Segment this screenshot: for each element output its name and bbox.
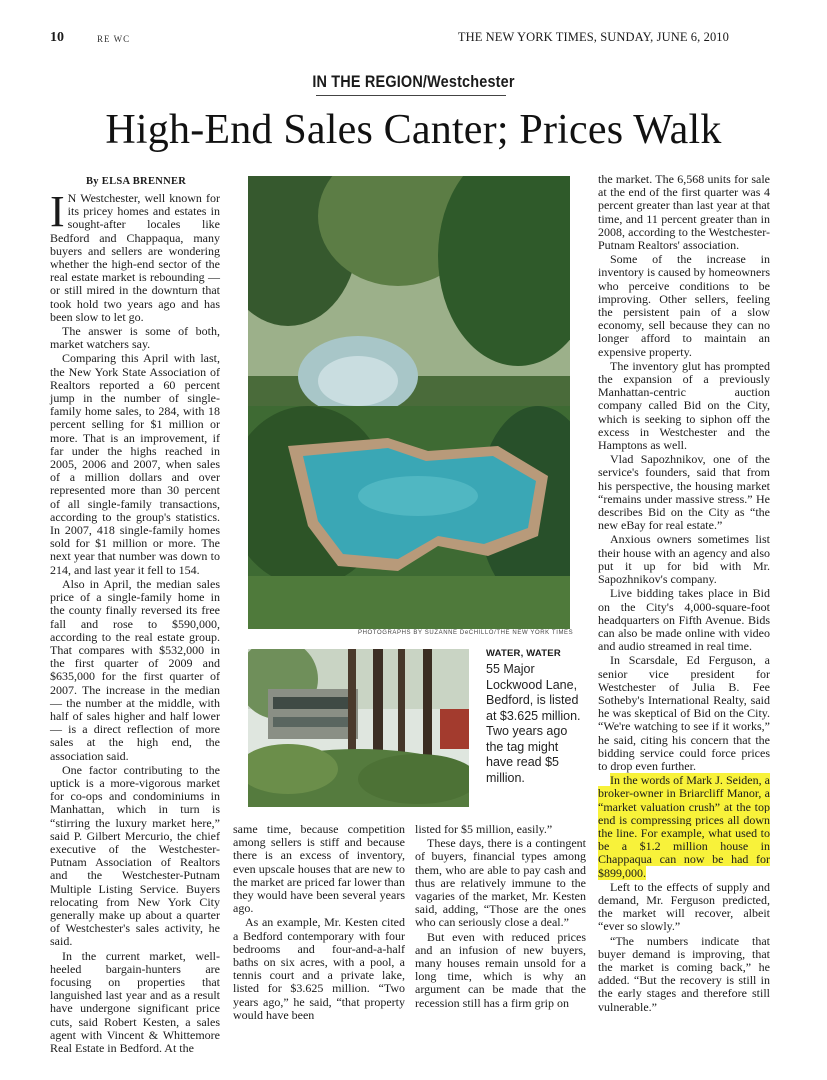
paragraph: One factor contributing to the uptick is a more-vigorous market for co-ops and condominiums in Manhattan, which in turn is “stirring the luxury market here,” said P. Gilbert Mercurio, the chief executive of the Westchester-Putnam Association of Realtors and the Westchester-Putnam Multiple Listing Service. Buyers relocating from New York City generally make up about a quarter of Westchester's sales activity, he said. bbox=[50, 762, 220, 949]
byline: By ELSA BRENNER bbox=[86, 176, 187, 187]
page-number: 10 bbox=[50, 30, 64, 45]
paragraph: Left to the effects of supply and demand, Mr. Ferguson predicted, the market will recover, albeit “ever so slowly.” bbox=[598, 879, 770, 934]
photo-caption bbox=[486, 648, 586, 786]
article-column-2 bbox=[233, 823, 405, 1023]
highlighted-paragraph bbox=[598, 774, 770, 880]
caption-head: WATER, WATER bbox=[486, 648, 561, 659]
pool-photo-illustration bbox=[248, 176, 570, 629]
paragraph: Anxious owners sometimes list their house with an agency and also put it up for bid with Mr. Sapozhnikov's company. bbox=[598, 532, 770, 587]
paragraph: The answer is some of both, market watchers say. bbox=[50, 324, 220, 352]
lead-text: N Westchester, well known for its pricey homes and estates in sought-after locales like Bedford and Chappaqua, many buyers and sellers are wondering whether the high-end sector of the real estate market is rebounding — or still mired in the downturn that took hold two years ago and has been slow to let go. bbox=[50, 191, 220, 324]
paragraph: Some of the increase in inventory is caused by homeowners who perceive conditions to be improving. Other sellers, feeling the persistent pain of a slow economy, sell because they can no longer afford to maintain an expensive property. bbox=[598, 252, 770, 359]
paragraph: In Scarsdale, Ed Ferguson, a senior vice president for Westchester of Julia B. Fee Sotheby's International Realty, said he was skeptical of Bid on the City. “We're watching to see if it works,” he said, citing his concern that the bidding service could force prices to drop even further. bbox=[598, 653, 770, 773]
paragraph: Also in April, the median sales price of a single-family home in the county finally reversed its free fall and rose to $590,000, according to the real estate group. That compares with $532,000 in the first quarter of 2009 and $635,000 for the first quarter of 2007. The increase in the median — the number at the middle, with half of sales higher and half lower — is a direct reflection of more sales at the high end, the association said. bbox=[50, 576, 220, 763]
paragraph: In the current market, well-heeled bargain-hunters are focusing on properties that languished last year and as a result have undergone significant price cuts, said Robert Kesten, a sales agent with Vincent & Whittemore Real Estate in Bedford. At the bbox=[50, 948, 220, 1055]
pool-photo bbox=[248, 176, 570, 629]
highlighted-quote: In the words of Mark J. Seiden, a broker-owner in Briarcliff Manor, a “market valuation crush” at the top end is compressing prices all down the line. For example, what used to be a $1.2 million house in Chappaqua can now be had for $899,000. bbox=[598, 773, 770, 880]
house-photo-illustration bbox=[248, 649, 469, 807]
article-column-1 bbox=[50, 187, 220, 1056]
kicker-rule bbox=[316, 95, 506, 96]
photo-credit: PHOTOGRAPHS BY SUZANNE DeCHILLO/THE NEW YORK TIMES bbox=[358, 630, 574, 636]
caption-text: 55 Major Lockwood Lane, Bedford, is listed at $3.625 million. Two years ago the tag might have read $5 million. bbox=[486, 662, 581, 785]
paragraph: “The numbers indicate that buyer demand is improving, that the market is coming back,” he added. “But the recovery is still in the early stages and therefore still vulnerable.” bbox=[598, 933, 770, 1014]
article-column-4 bbox=[598, 173, 770, 1015]
paragraph: As an example, Mr. Kesten cited a Bedford contemporary with four bedrooms and four-and-a-half baths on six acres, with a pool, a tennis court and a private lake, listed for $3.625 million. “Two years ago,” he said, “that property would have been bbox=[233, 915, 405, 1022]
paragraph: Live bidding takes place in Bid on the City's 4,000-square-foot headquarters on Fifth Avenue. Bids can also be made online with video and audio streamed in real time. bbox=[598, 586, 770, 654]
masthead-dateline: THE NEW YORK TIMES, SUNDAY, JUNE 6, 2010 bbox=[457, 30, 729, 44]
paragraph: Vlad Sapozhnikov, one of the service's founders, said that from his perspective, the housing market “remains under massive stress.” He describes Bid on the City as “the new eBay for real estate.” bbox=[598, 452, 770, 533]
lead-paragraph bbox=[50, 187, 220, 324]
section-code: RE WC bbox=[97, 34, 131, 44]
paragraph: Comparing this April with last, the New York State Association of Realtors reported a 60 percent jump in the number of single-family home sales, to 284, with 18 percent selling for $1 million or more. That is an improvement, if far under the highs reached in 2005, 2006 and 2007, when sales of a million dollars and over represented more than 30 percent of all single-family transactions, according to the group's statistics. In 2007, 418 single-family homes sold for $1 million or more. The next year that number was down to 214, and last year it fell to 154. bbox=[50, 351, 220, 577]
paragraph: But even with reduced prices and an infusion of new buyers, many houses remain unsold for a long time, which is why an argument can be made that the recession still has a firm grip on bbox=[415, 929, 586, 1010]
paragraph: These days, there is a contingent of buyers, financial types among them, who are able to pay cash and thus are relatively immune to the vagaries of the market, Mr. Kesten said, adding, “Those are the ones who can seriously close a deal.” bbox=[415, 836, 586, 930]
paragraph: listed for $5 million, easily.” bbox=[415, 822, 553, 836]
house-photo bbox=[248, 649, 469, 807]
article-column-3 bbox=[415, 823, 586, 1011]
paragraph: The inventory glut has prompted the expansion of a previously Manhattan-centric auction company called Bid on the City, which is seeking to siphon off the excess in Westchester and the Hamptons as well. bbox=[598, 358, 770, 453]
paragraph: the market. The 6,568 units for sale at the end of the first quarter was 4 percent greater than last year at that time, and 11 percent greater than in 2008, according to the Westchester-Putnam Realtors' association. bbox=[598, 172, 770, 253]
paragraph: same time, because competition among sellers is stiff and because there is an excess of inventory, even upscale houses that are new to the market are priced far lower than they would have been several years ago. bbox=[233, 822, 405, 916]
drop-cap: I bbox=[50, 187, 65, 236]
headline: High-End Sales Canter; Prices Walk bbox=[105, 107, 722, 153]
section-kicker: IN THE REGION/Westchester bbox=[312, 72, 515, 91]
